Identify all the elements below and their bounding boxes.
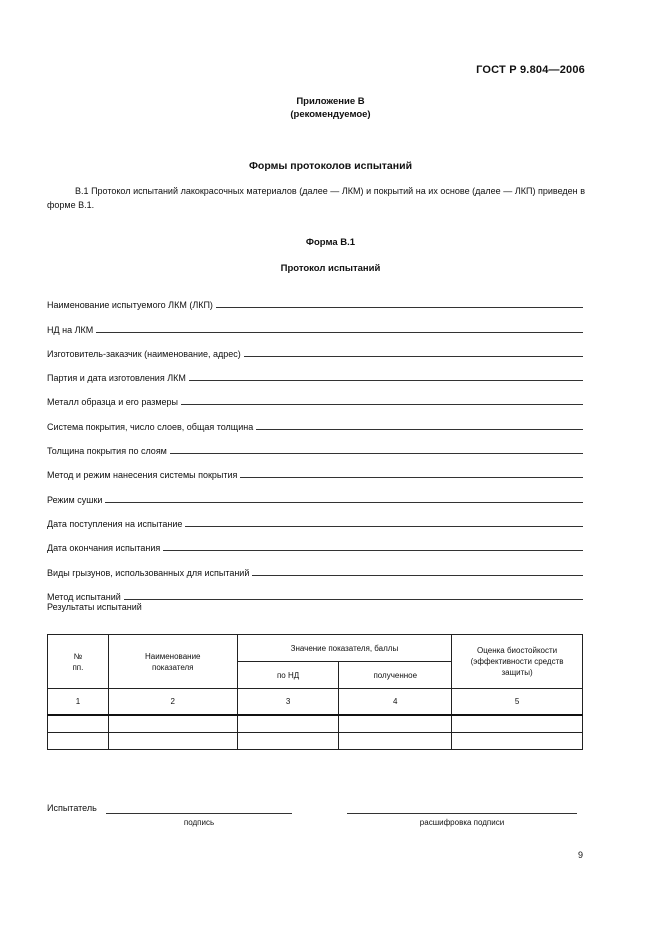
field-label: Металл образца и его размеры	[47, 397, 179, 408]
standard-code: ГОСТ Р 9.804—2006	[476, 64, 585, 76]
appendix-heading	[0, 95, 661, 121]
fill-line[interactable]	[124, 590, 583, 600]
field-row[interactable]	[47, 310, 583, 334]
field-label: Наименование испытуемого ЛКМ (ЛКП)	[47, 300, 213, 311]
fill-line[interactable]	[252, 566, 583, 576]
field-row[interactable]	[47, 578, 583, 602]
field-row[interactable]	[47, 335, 583, 359]
field-row[interactable]	[47, 529, 583, 553]
fill-line[interactable]	[256, 420, 583, 430]
signature-label: Испытатель	[47, 803, 97, 813]
table-cell[interactable]	[452, 733, 583, 750]
field-row[interactable]	[47, 432, 583, 456]
table-cell[interactable]	[452, 715, 583, 733]
table-row	[48, 733, 583, 750]
header-name: Наименование показателя	[108, 635, 237, 689]
header-no: № пп.	[48, 635, 109, 689]
field-row[interactable]	[47, 480, 583, 504]
table-cell[interactable]	[237, 733, 339, 750]
fill-line[interactable]	[185, 517, 583, 527]
appendix-note: (рекомендуемое)	[290, 109, 371, 120]
signature-line[interactable]	[106, 813, 292, 814]
intro-paragraph: В.1 Протокол испытаний лакокрасочных материалов (далее — ЛКМ) и покрытий на их основе (далее — ЛКП) приведен в форме В.1.	[47, 186, 585, 210]
table-cell[interactable]	[339, 733, 452, 750]
field-label: Метод испытаний	[47, 591, 121, 602]
col-number: 4	[339, 689, 452, 716]
field-label: Система покрытия, число слоев, общая толщина	[47, 421, 254, 432]
field-row[interactable]	[47, 286, 583, 310]
field-label: Виды грызунов, использованных для испытаний	[47, 567, 250, 578]
table-cell[interactable]	[108, 733, 237, 750]
field-label: Изготовитель-заказчик (наименование, адрес)	[47, 348, 241, 359]
table-row	[48, 715, 583, 733]
fill-line[interactable]	[189, 371, 583, 381]
field-label: НД на ЛКМ	[47, 324, 94, 335]
field-row[interactable]	[47, 383, 583, 407]
fill-line[interactable]	[244, 347, 583, 357]
decode-caption: расшифровка подписи	[419, 818, 505, 827]
col-number: 2	[108, 689, 237, 716]
field-label: Дата поступления на испытание	[47, 518, 183, 529]
field-row[interactable]	[47, 553, 583, 577]
field-label: Партия и дата изготовления ЛКМ	[47, 373, 186, 384]
table-cell[interactable]	[339, 715, 452, 733]
field-row[interactable]	[47, 456, 583, 480]
fill-line[interactable]	[181, 395, 583, 405]
fill-line[interactable]	[170, 444, 583, 454]
header-value: Значение показателя, баллы	[237, 635, 451, 662]
col-number: 5	[452, 689, 583, 716]
field-row[interactable]	[47, 505, 583, 529]
fill-line[interactable]	[163, 541, 583, 551]
table-cell[interactable]	[48, 733, 109, 750]
table-cell[interactable]	[237, 715, 339, 733]
page-number: 9	[577, 850, 583, 860]
header-value-obtained: полученное	[339, 662, 452, 689]
col-number: 3	[237, 689, 339, 716]
field-label: Толщина покрытия по слоям	[47, 446, 167, 457]
field-label: Режим сушки	[47, 494, 103, 505]
header-assessment: Оценка биостойкости (эффективности средств защиты)	[452, 635, 583, 689]
signature-decode-line[interactable]	[347, 813, 577, 814]
fill-line[interactable]	[96, 323, 583, 333]
results-table	[47, 634, 583, 750]
field-label: Метод и режим нанесения системы покрытия	[47, 470, 238, 481]
table-cell[interactable]	[48, 715, 109, 733]
protocol-title: Протокол испытаний	[280, 263, 381, 274]
section-title: Формы протоколов испытаний	[248, 160, 413, 172]
protocol-fields	[47, 286, 583, 602]
fill-line[interactable]	[216, 298, 583, 308]
fill-line[interactable]	[240, 468, 583, 478]
field-row[interactable]	[47, 407, 583, 431]
form-title: Форма В.1	[305, 237, 356, 248]
results-label: Результаты испытаний	[47, 602, 142, 612]
signature-caption: подпись	[183, 818, 215, 827]
field-label: Дата окончания испытания	[47, 543, 161, 554]
fill-line[interactable]	[105, 493, 583, 503]
table-cell[interactable]	[108, 715, 237, 733]
field-row[interactable]	[47, 359, 583, 383]
col-number: 1	[48, 689, 109, 716]
appendix-title: Приложение В	[296, 96, 365, 107]
header-value-nd: по НД	[237, 662, 339, 689]
